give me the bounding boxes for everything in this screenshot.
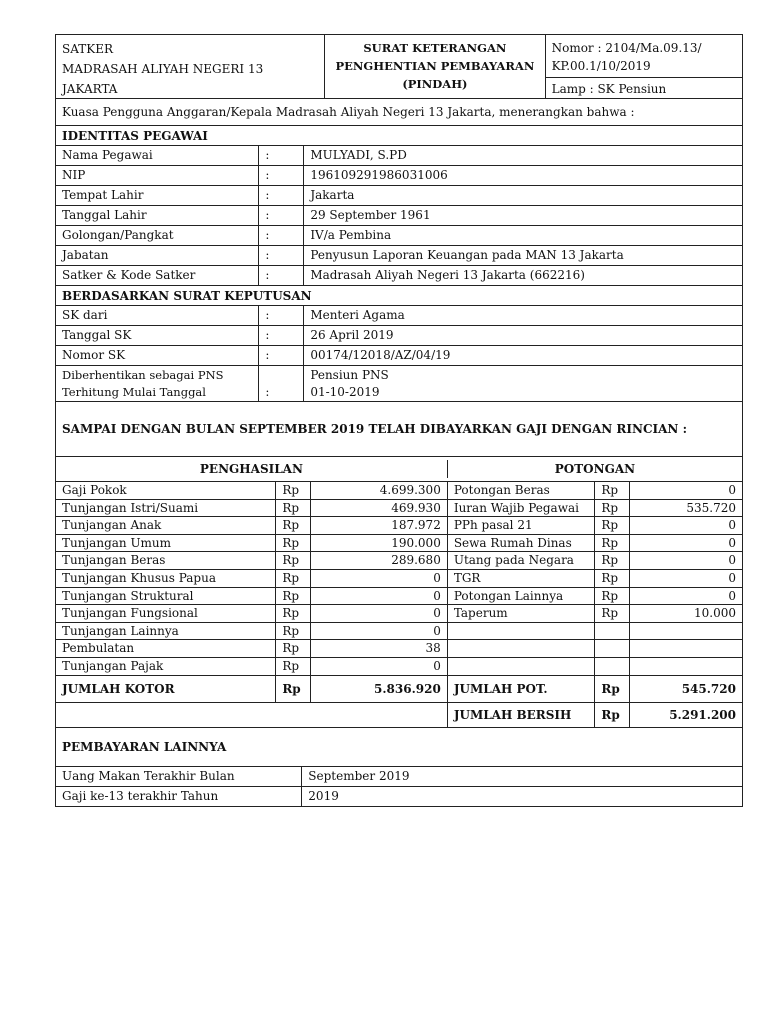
field-value: Penyusun Laporan Keuangan pada MAN 13 Jakarta — [303, 246, 742, 265]
satker-line: JAKARTA — [62, 82, 118, 96]
identitas-row — [55, 146, 743, 166]
identitas-row — [55, 206, 743, 226]
penghasilan-value: 0 — [310, 570, 447, 587]
penghasilan-label: Gaji Pokok — [62, 483, 127, 497]
keputusan-heading: BERDASARKAN SURAT KEPUTUSAN — [62, 288, 312, 303]
field-label: Satker & Kode Satker — [62, 268, 196, 282]
penghasilan-label: Tunjangan Fungsional — [62, 606, 198, 621]
henti-row — [55, 366, 743, 402]
keputusan-row — [55, 306, 743, 326]
section-heading-keputusan — [55, 286, 743, 306]
potongan-value — [629, 640, 742, 657]
field-value: 196109291986031006 — [303, 166, 742, 185]
field-value: 00174/12018/AZ/04/19 — [303, 346, 742, 365]
potongan-label: Iuran Wajib Pegawai — [447, 500, 595, 517]
penghasilan-label: Tunjangan Lainnya — [62, 623, 179, 638]
field-label: NIP — [62, 168, 86, 182]
penghasilan-value: 0 — [310, 623, 447, 640]
rincian-row — [55, 623, 743, 641]
rincian-row — [55, 517, 743, 535]
penghasilan-currency: Rp — [275, 482, 310, 499]
document-title — [324, 35, 544, 98]
potongan-currency: Rp — [594, 500, 629, 517]
lampiran: Lamp : SK Pensiun — [551, 82, 667, 96]
field-separator: : — [258, 166, 303, 185]
satker-line: SATKER — [62, 42, 113, 56]
potongan-currency: Rp — [594, 517, 629, 534]
potongan-label: TGR — [447, 570, 595, 587]
potongan-currency: Rp — [594, 570, 629, 587]
penghasilan-value: 289.680 — [310, 552, 447, 569]
penghasilan-label: Tunjangan Struktural — [62, 588, 194, 603]
penghasilan-value: 469.930 — [310, 500, 447, 517]
field-separator: : — [258, 266, 303, 285]
rincian-row — [55, 552, 743, 570]
rincian-row — [55, 535, 743, 553]
intro-text: Kuasa Pengguna Anggaran/Kepala Madrasah Aliyah Negeri 13 Jakarta, menerangkan bahwa : — [62, 105, 635, 119]
jumlah-bersih-label: JUMLAH BERSIH — [447, 703, 595, 727]
potongan-currency: Rp — [594, 482, 629, 499]
potongan-value: 0 — [629, 535, 742, 552]
henti-sep — [258, 366, 303, 401]
field-value: IV/a Pembina — [303, 226, 742, 245]
jumlah-pot-currency: Rp — [594, 676, 629, 702]
potongan-value: 0 — [629, 517, 742, 534]
intro-row — [55, 99, 743, 126]
henti-label-1: Diberhentikan sebagai PNS — [62, 368, 224, 382]
jumlah-bersih-value: 5.291.200 — [629, 703, 742, 727]
field-value: 26 April 2019 — [303, 326, 742, 345]
penghasilan-label: Tunjangan Beras — [62, 553, 166, 568]
penghasilan-label: Pembulatan — [62, 641, 135, 656]
lainnya-value: September 2019 — [301, 767, 742, 786]
henti-value-2: 01-10-2019 — [310, 385, 380, 399]
field-label: Jabatan — [62, 248, 109, 262]
penghasilan-heading: PENGHASILAN — [199, 462, 303, 476]
rincian-row — [55, 640, 743, 658]
field-separator: : — [258, 186, 303, 205]
potongan-label — [447, 623, 595, 640]
potongan-label: Potongan Beras — [447, 482, 595, 499]
field-separator: : — [258, 246, 303, 265]
potongan-label: Utang pada Negara — [447, 552, 595, 569]
jumlah-pot-value: 545.720 — [629, 676, 742, 702]
rincian-table — [55, 482, 743, 676]
penghasilan-value: 38 — [310, 640, 447, 657]
potongan-value — [629, 658, 742, 675]
penghasilan-value: 0 — [310, 605, 447, 622]
potongan-value: 0 — [629, 482, 742, 499]
satker-block — [56, 35, 324, 98]
lainnya-value: 2019 — [301, 787, 742, 806]
jumlah-bersih-spacer — [56, 703, 447, 727]
penghasilan-currency: Rp — [275, 640, 310, 657]
header-row — [55, 34, 743, 99]
field-value: Menteri Agama — [303, 306, 742, 325]
jumlah-row — [55, 676, 743, 703]
jumlah-pot-label: JUMLAH POT. — [447, 676, 595, 702]
penghasilan-currency: Rp — [275, 605, 310, 622]
identitas-row — [55, 246, 743, 266]
potongan-label: Sewa Rumah Dinas — [447, 535, 595, 552]
penghasilan-value: 0 — [310, 588, 447, 605]
field-label: Golongan/Pangkat — [62, 228, 174, 242]
lainnya-row — [55, 767, 743, 787]
penghasilan-label: Tunjangan Istri/Suami — [62, 500, 199, 515]
rincian-row — [55, 500, 743, 518]
henti-value-1: Pensiun PNS — [310, 368, 389, 382]
rincian-row — [55, 570, 743, 588]
potongan-label: Potongan Lainnya — [447, 588, 595, 605]
henti-value — [303, 366, 742, 401]
potongan-currency: Rp — [594, 552, 629, 569]
jumlah-kotor-currency: Rp — [275, 676, 310, 702]
field-label: Tempat Lahir — [62, 188, 144, 202]
potongan-label — [447, 640, 595, 657]
field-separator: : — [258, 306, 303, 325]
title-line: (PINDAH) — [402, 77, 468, 91]
penghasilan-value: 190.000 — [310, 535, 447, 552]
penghasilan-label: Tunjangan Pajak — [62, 658, 164, 673]
penghasilan-currency: Rp — [275, 552, 310, 569]
penghasilan-value: 0 — [310, 658, 447, 675]
title-line: SURAT KETERANGAN — [363, 41, 507, 55]
identitas-row — [55, 186, 743, 206]
lainnya-label: Gaji ke-13 terakhir Tahun — [62, 788, 219, 803]
field-value: MULYADI, S.PD — [303, 146, 742, 165]
keputusan-table — [55, 306, 743, 366]
document — [55, 34, 743, 807]
field-label: Nama Pegawai — [62, 148, 153, 162]
henti-colon: : — [265, 385, 270, 399]
penghasilan-currency: Rp — [275, 588, 310, 605]
penghasilan-currency: Rp — [275, 500, 310, 517]
rincian-row — [55, 588, 743, 606]
penghasilan-value: 4.699.300 — [310, 482, 447, 499]
field-label: Tanggal Lahir — [62, 208, 147, 222]
potongan-currency — [594, 640, 629, 657]
penghasilan-currency: Rp — [275, 535, 310, 552]
potongan-label — [447, 658, 595, 675]
potongan-currency — [594, 658, 629, 675]
field-label: Nomor SK — [62, 348, 126, 362]
identitas-row — [55, 266, 743, 286]
section-heading-identitas — [55, 126, 743, 146]
identitas-heading: IDENTITAS PEGAWAI — [62, 128, 208, 143]
rincian-row — [55, 658, 743, 676]
potongan-heading: POTONGAN — [447, 460, 742, 478]
potongan-value: 0 — [629, 570, 742, 587]
penghasilan-currency: Rp — [275, 517, 310, 534]
field-separator: : — [258, 346, 303, 365]
lainnya-row — [55, 787, 743, 807]
field-separator: : — [258, 146, 303, 165]
rincian-row — [55, 605, 743, 623]
penghasilan-currency: Rp — [275, 623, 310, 640]
rincian-heading: SAMPAI DENGAN BULAN SEPTEMBER 2019 TELAH DIBAYARKAN GAJI DENGAN RINCIAN : — [62, 422, 688, 436]
satker-line: MADRASAH ALIYAH NEGERI 13 — [62, 62, 264, 76]
henti-label-2: Terhitung Mulai Tanggal — [62, 385, 206, 399]
field-separator: : — [258, 206, 303, 225]
jumlah-bersih-currency: Rp — [594, 703, 629, 727]
potongan-value: 0 — [629, 552, 742, 569]
potongan-value: 535.720 — [629, 500, 742, 517]
field-separator: : — [258, 226, 303, 245]
identitas-row — [55, 226, 743, 246]
potongan-value: 0 — [629, 588, 742, 605]
keputusan-row — [55, 346, 743, 366]
field-value: Jakarta — [303, 186, 742, 205]
field-label: Tanggal SK — [62, 328, 132, 342]
henti-label — [56, 366, 258, 401]
jumlah-kotor-value: 5.836.920 — [310, 676, 447, 702]
jumlah-kotor-label: JUMLAH KOTOR — [62, 681, 175, 696]
potongan-value: 10.000 — [629, 605, 742, 622]
field-value: Madrasah Aliyah Negeri 13 Jakarta (662216) — [303, 266, 742, 285]
penghasilan-label: Tunjangan Khusus Papua — [62, 570, 216, 585]
jumlah-bersih-row — [55, 703, 743, 728]
potongan-currency: Rp — [594, 605, 629, 622]
identitas-table — [55, 146, 743, 286]
section-heading-lainnya — [55, 728, 743, 767]
rincian-row — [55, 482, 743, 500]
penghasilan-currency: Rp — [275, 658, 310, 675]
field-value: 29 September 1961 — [303, 206, 742, 225]
penghasilan-currency: Rp — [275, 570, 310, 587]
penghasilan-label: Tunjangan Anak — [62, 518, 162, 533]
rincian-column-headers — [55, 457, 743, 482]
potongan-label: Taperum — [447, 605, 595, 622]
potongan-currency — [594, 623, 629, 640]
potongan-label: PPh pasal 21 — [447, 517, 595, 534]
potongan-value — [629, 623, 742, 640]
section-heading-rincian — [55, 402, 743, 457]
potongan-currency: Rp — [594, 588, 629, 605]
keputusan-row — [55, 326, 743, 346]
nomor-block — [545, 35, 742, 98]
nomor-surat: Nomor : 2104/Ma.09.13/ KP.00.1/10/2019 — [546, 35, 742, 78]
identitas-row — [55, 166, 743, 186]
lainnya-table — [55, 767, 743, 807]
title-line: PENGHENTIAN PEMBAYARAN — [335, 59, 535, 73]
potongan-currency: Rp — [594, 535, 629, 552]
field-label: SK dari — [62, 308, 108, 322]
lainnya-label: Uang Makan Terakhir Bulan — [62, 768, 235, 783]
field-separator: : — [258, 326, 303, 345]
lainnya-heading: PEMBAYARAN LAINNYA — [62, 739, 227, 754]
penghasilan-value: 187.972 — [310, 517, 447, 534]
penghasilan-label: Tunjangan Umum — [62, 535, 172, 550]
